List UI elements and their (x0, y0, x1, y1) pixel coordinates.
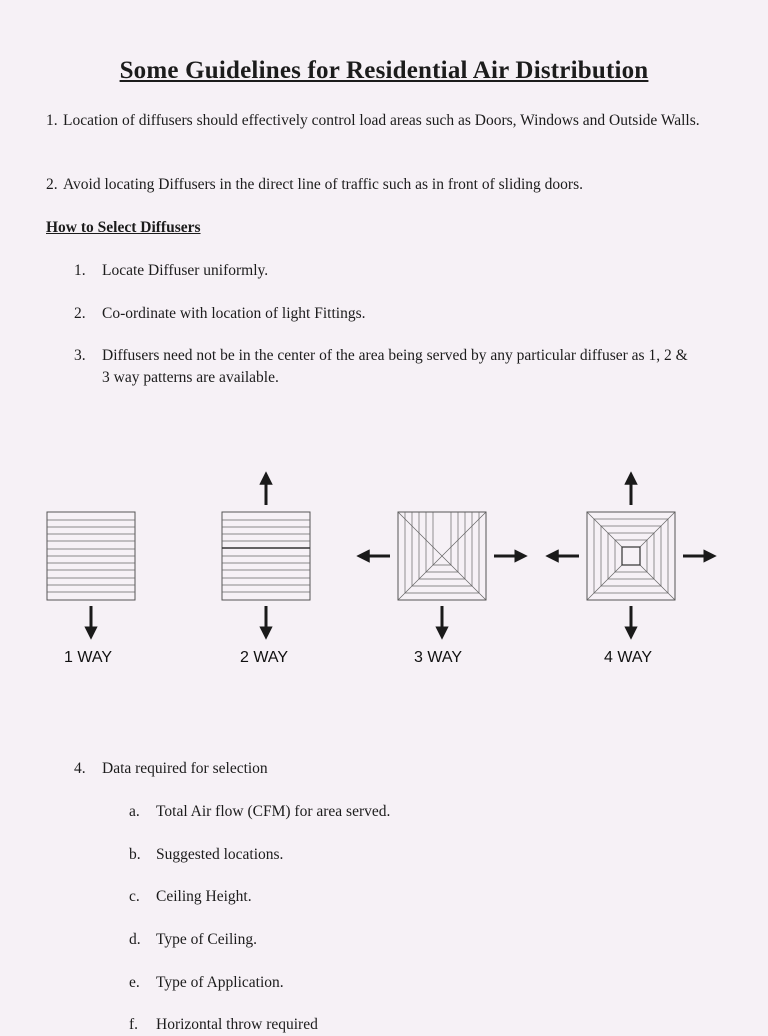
select-item-1-text: Locate Diffuser uniformly. (102, 262, 269, 279)
select-item-3-number: 3. (74, 347, 86, 364)
guideline-2 (46, 174, 726, 196)
data-item-e-letter: e. (129, 974, 140, 991)
select-item-3-text: Diffusers need not be in the center of the area being served by any particular diffuser as 1, 2 & 3 way patterns are available. (102, 347, 688, 386)
diffuser-2-way (222, 478, 310, 633)
data-item-f-letter: f. (129, 1016, 139, 1033)
guideline-1 (46, 110, 726, 132)
select-item-4-text: Data required for selection (102, 760, 268, 777)
data-item-f-text: Horizontal throw required (156, 1016, 318, 1033)
data-item-a-text: Total Air flow (CFM) for area served. (156, 803, 391, 820)
diffuser-4-way (552, 478, 710, 633)
data-item-d-letter: d. (129, 931, 141, 948)
section-heading: How to Select Diffusers (46, 219, 201, 236)
select-item-2-text: Co-ordinate with location of light Fittings. (102, 305, 366, 322)
guideline-1-number: 1. (46, 112, 58, 129)
data-item-d-text: Type of Ceiling. (156, 931, 257, 948)
guideline-2-number: 2. (46, 176, 58, 193)
data-item-a-letter: a. (129, 803, 140, 820)
data-item-c-text: Ceiling Height. (156, 888, 252, 905)
data-item-b-text: Suggested locations. (156, 846, 284, 863)
select-item-2-number: 2. (74, 305, 86, 322)
guideline-2-text: Avoid locating Diffusers in the direct line of traffic such as in front of sliding doors. (63, 176, 583, 193)
select-item-4-number: 4. (74, 760, 86, 777)
label-4-way: 4 WAY (603, 649, 652, 666)
page-title: Some Guidelines for Residential Air Distribution (119, 57, 649, 84)
label-3-way: 3 WAY (413, 649, 462, 666)
data-item-b-letter: b. (129, 846, 141, 863)
data-item-c-letter: c. (129, 888, 140, 905)
data-item-e-text: Type of Application. (156, 974, 284, 991)
diffuser-1-way (47, 512, 135, 633)
label-1-way: 1 WAY (63, 649, 112, 666)
diffuser-3-way (363, 512, 521, 633)
guideline-1-text: Location of diffusers should effectively control load areas such as Doors, Windows and Outside Walls. (63, 112, 700, 129)
label-2-way: 2 WAY (239, 649, 288, 666)
diffuser-patterns-diagram (0, 470, 768, 650)
select-item-1-number: 1. (74, 262, 86, 279)
